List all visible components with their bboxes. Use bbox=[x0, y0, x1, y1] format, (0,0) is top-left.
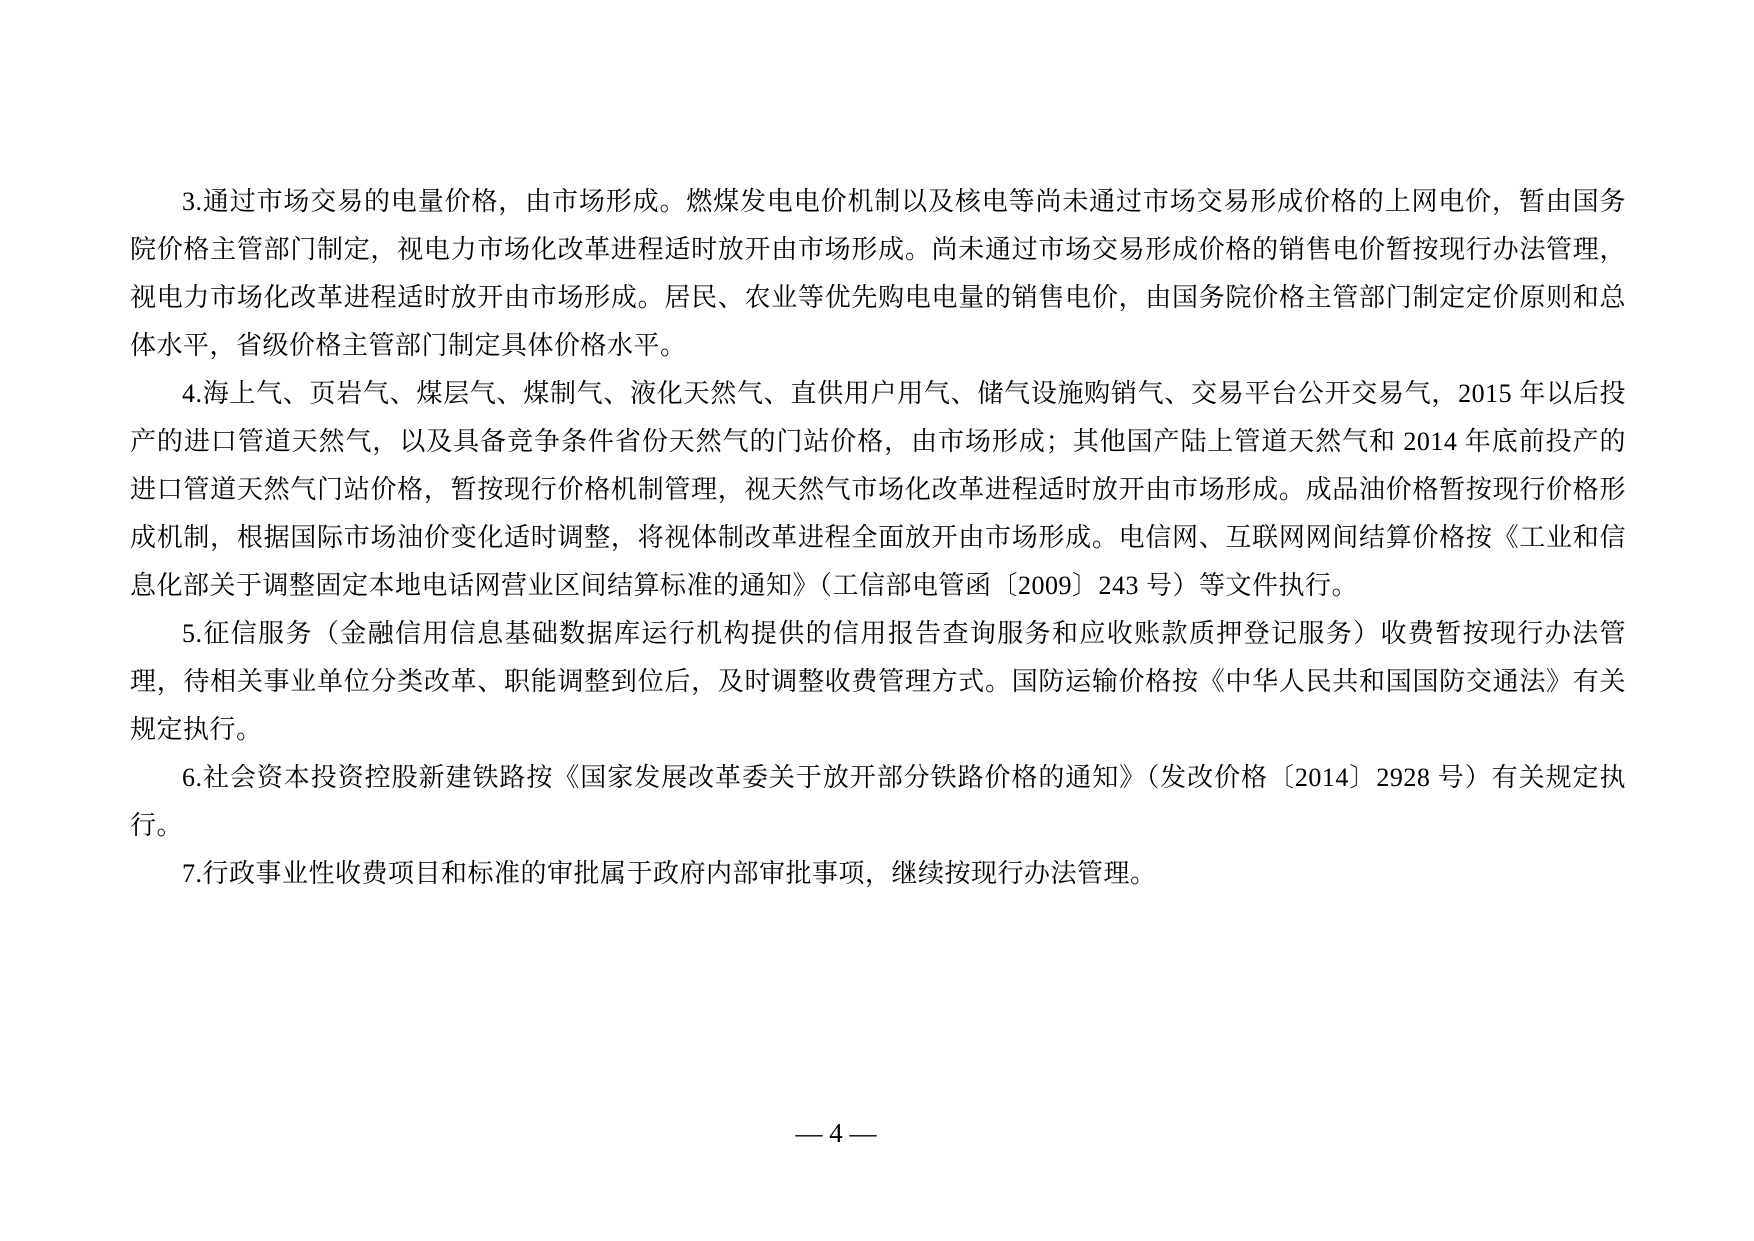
paragraph-item-3: 3.通过市场交易的电量价格，由市场形成。燃煤发电电价机制以及核电等尚未通过市场交易形成价格的上网电价，暂由国务院价格主管部门制定，视电力市场化改革进程适时放开由市场形成。尚未通过市场交易形成价格的销售电价暂按现行办法管理，视电力市场化改革进程适时放开由市场形成。居民、农业等优先购电电量的销售电价，由国务院价格主管部门制定定价原则和总体水平，省级价格主管部门制定具体价格水平。 bbox=[130, 187, 1626, 360]
paragraph-item-5: 5.征信服务（金融信用信息基础数据库运行机构提供的信用报告查询服务和应收账款质押登记服务）收费暂按现行办法管理，待相关事业单位分类改革、职能调整到位后，及时调整收费管理方式。国防运输价格按《中华人民共和国国防交通法》有关规定执行。 bbox=[130, 619, 1626, 744]
paragraph-item-7: 7.行政事业性收费项目和标准的审批属于政府内部审批事项，继续按现行办法管理。 bbox=[182, 859, 1157, 888]
page-number: — 4 — bbox=[795, 1118, 877, 1148]
document-body bbox=[130, 178, 1626, 898]
paragraph-item-4: 4.海上气、页岩气、煤层气、煤制气、液化天然气、直供用户用气、储气设施购销气、交易平台公开交易气，2015 年以后投产的进口管道天然气，以及具备竞争条件省份天然气的门站价格，由市场形成；其他国产陆上管道天然气和 2014 年底前投产的进口管道天然气门站价格，暂按现行价格机制管理，视天然气市场化改革进程适时放开由市场形成。成品油价格暂按现行价格形成机制，根据国际市场油价变化适时调整，将视体制改革进程全面放开由市场形成。电信网、互联网网间结算价格按《工业和信息化部关于调整固定本地电话网营业区间结算标准的通知》（工信部电管函〔2009〕243 号）等文件执行。 bbox=[130, 379, 1626, 600]
paragraph-item-6: 6.社会资本投资控股新建铁路按《国家发展改革委关于放开部分铁路价格的通知》（发改价格〔2014〕2928 号）有关规定执行。 bbox=[130, 763, 1626, 840]
